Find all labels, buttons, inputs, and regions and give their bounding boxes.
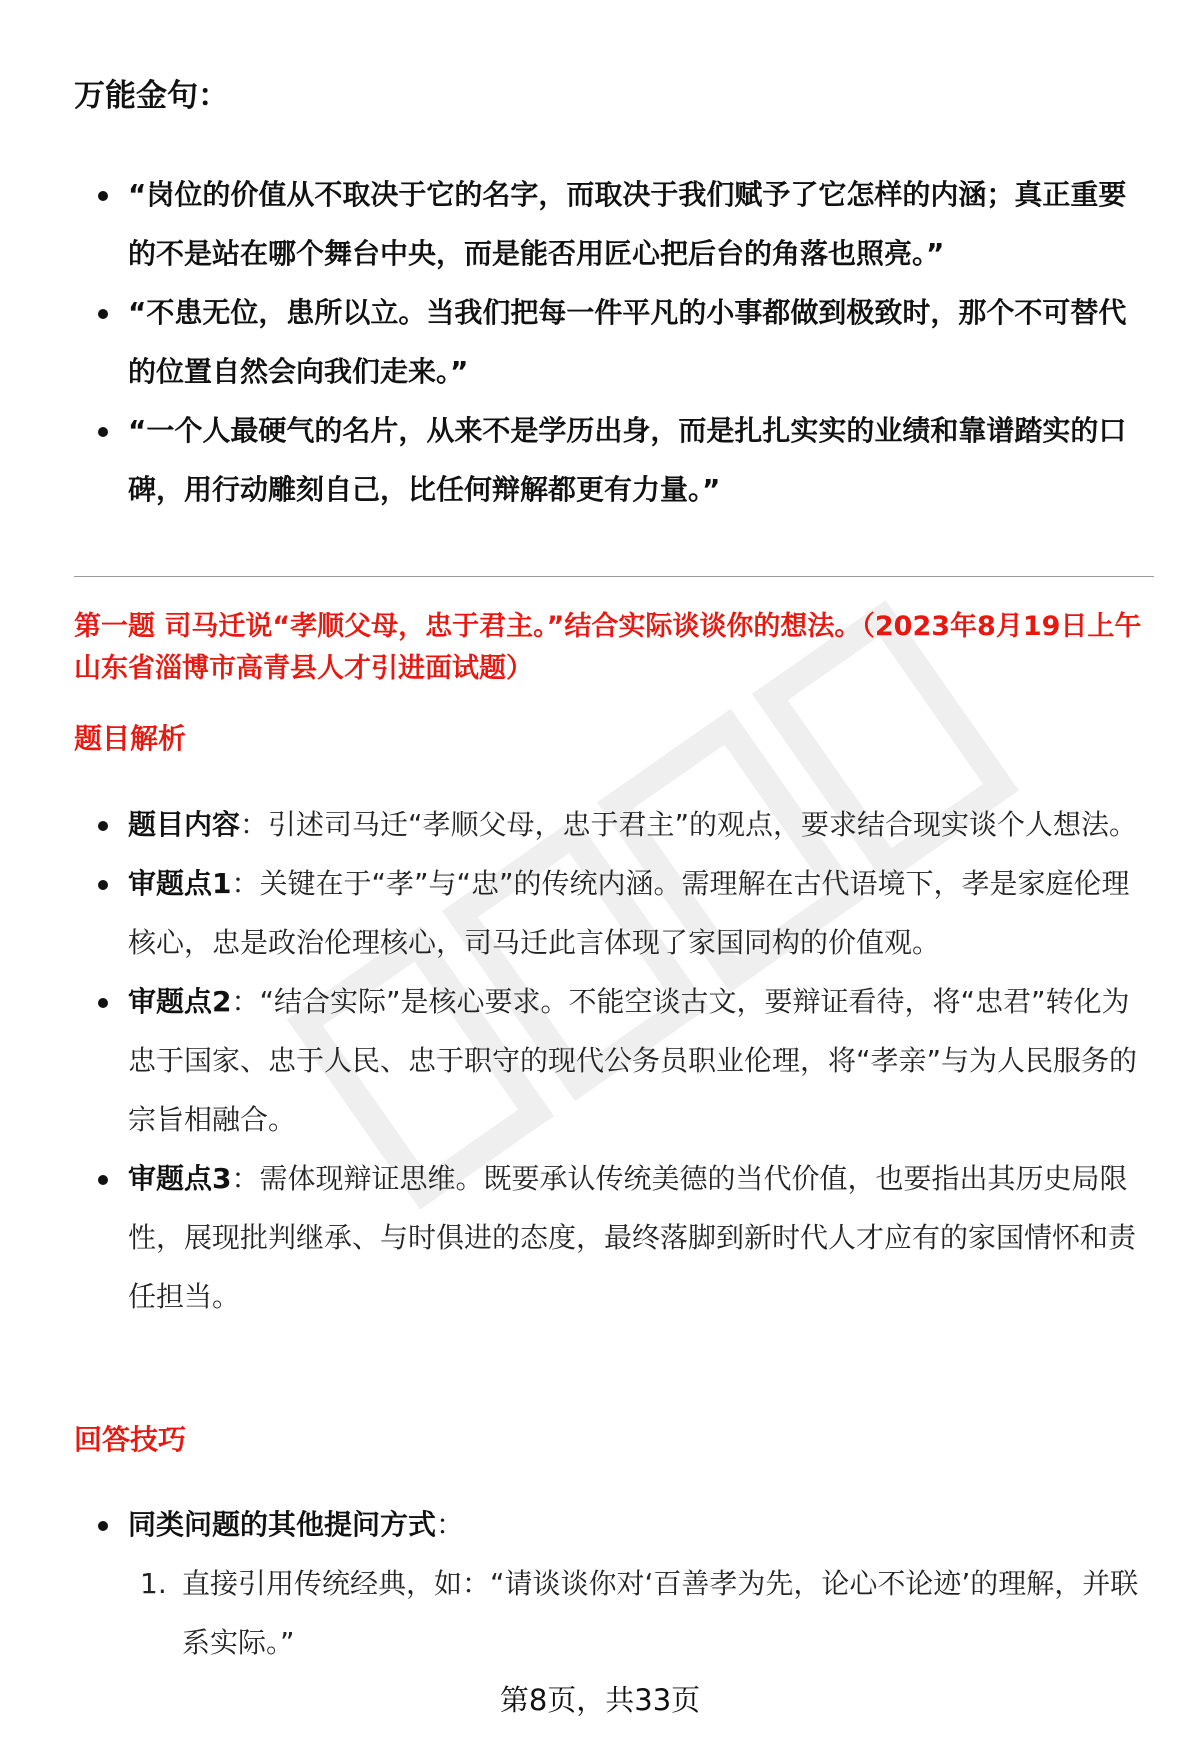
item-text: ：需体现辩证思维。既要承认传统美德的当代价值，也要指出其历史局限性，展现批判继承、与时俱进的态度，最终落脚到新时代人才应有的家国情怀和责任担当。 (128, 1162, 1137, 1313)
question-title: 第一题 司马迁说“孝顺父母，忠于君主。”结合实际谈谈你的想法。（2023年8月19日上午山东省淄博市高青县人才引进面试题） (74, 611, 1142, 684)
bullet-icon (98, 309, 108, 319)
item-text: ： (436, 1508, 465, 1541)
list-item (74, 972, 1154, 1149)
bullet-icon (98, 1521, 108, 1531)
item-lead: 审题点1 (128, 867, 232, 900)
analysis-list (74, 795, 1154, 1326)
item-text: ：引述司马迁“孝顺父母，忠于君主”的观点，要求结合现实谈个人想法。 (240, 808, 1138, 841)
alternative-questions-list (128, 1554, 1154, 1672)
golden-sentence-text: “一个人最硬气的名片，从来不是学历出身，而是扎扎实实的业绩和靠谱踏实的口碑，用行动雕刻自己，比任何辩解都更有力量。” (128, 414, 1127, 506)
item-number: 1. (140, 1567, 167, 1600)
list-item (74, 283, 1154, 401)
list-item (74, 1495, 1154, 1672)
item-text: ：关键在于“孝”与“忠”的传统内涵。需理解在古代语境下，孝是家庭伦理核心，忠是政治伦理核心，司马迁此言体现了家国同构的价值观。 (128, 867, 1130, 959)
bullet-icon (98, 821, 108, 831)
list-item (74, 165, 1154, 283)
bullet-icon (98, 1175, 108, 1185)
tips-heading: 回答技巧 (74, 1423, 187, 1456)
item-lead: 审题点2 (128, 985, 232, 1018)
bullet-icon (98, 880, 108, 890)
section-divider (74, 576, 1154, 577)
bullet-icon (98, 427, 108, 437)
list-item (74, 854, 1154, 972)
golden-sentence-text: “岗位的价值从不取决于它的名字，而取决于我们赋予了它怎样的内涵；真正重要的不是站在哪个舞台中央，而是能否用匠心把后台的角落也照亮。” (128, 178, 1127, 270)
analysis-heading: 题目解析 (74, 722, 187, 755)
page-number: 第8页，共33页 (499, 1683, 701, 1717)
list-item (74, 401, 1154, 519)
golden-sentence-text: “不患无位，患所以立。当我们把每一件平凡的小事都做到极致时，那个不可替代的位置自然会向我们走来。” (128, 296, 1127, 388)
item-text: ：“结合实际”是核心要求。不能空谈古文，要辩证看待，将“忠君”转化为忠于国家、忠于人民、忠于职守的现代公务员职业伦理，将“孝亲”与为人民服务的宗旨相融合。 (128, 985, 1138, 1136)
tips-list (74, 1495, 1154, 1672)
item-text: 直接引用传统经典，如：“请谈谈你对‘百善孝为先，论心不论迹’的理解，并联系实际。” (182, 1567, 1139, 1659)
list-item (74, 795, 1154, 854)
golden-sentences-title: 万能金句： (74, 78, 229, 114)
item-lead: 同类问题的其他提问方式 (128, 1508, 437, 1541)
list-item (128, 1554, 1154, 1672)
bullet-icon (98, 998, 108, 1008)
bullet-icon (98, 191, 108, 201)
list-item (74, 1149, 1154, 1326)
item-lead: 题目内容 (128, 808, 241, 841)
item-lead: 审题点3 (128, 1162, 232, 1195)
golden-sentences-list (74, 165, 1154, 519)
